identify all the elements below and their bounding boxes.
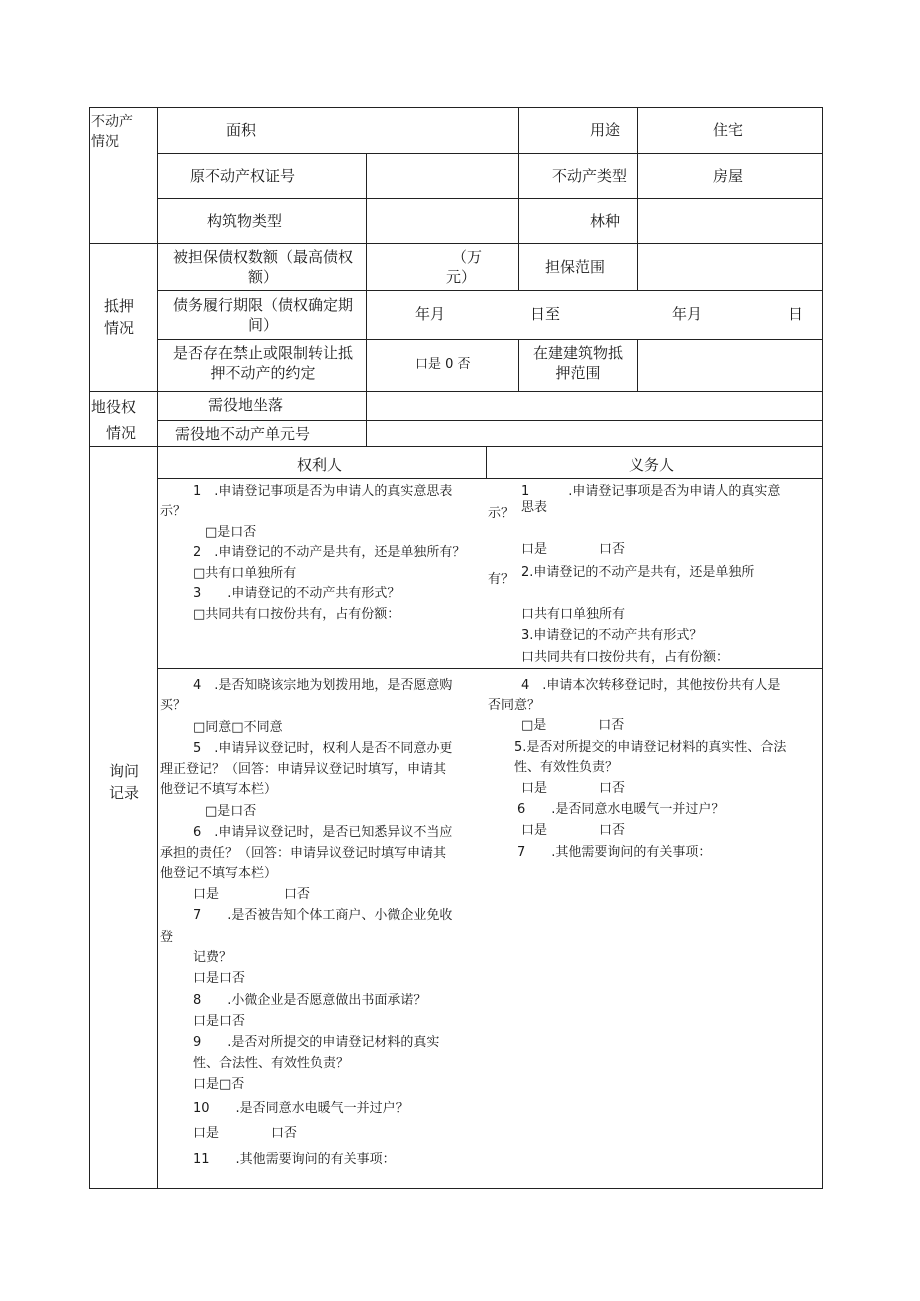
servient-unit-label: 需役地不动产单元号 [175, 425, 311, 443]
row-divider [157, 198, 823, 199]
answer-line: □共有口单独所有 [193, 566, 297, 581]
question-line: 1 .申请登记事项是否为申请人的真实意 [521, 484, 781, 499]
table-top-border [89, 107, 823, 108]
row-divider [157, 339, 823, 340]
answer-line: 口共同共有口按份共有，占有份额： [521, 650, 730, 665]
unit-line: （万 [452, 248, 483, 266]
forest-type-label: 林种 [590, 212, 621, 230]
transfer-restriction-value: 口是 0 否 [415, 357, 471, 372]
question-line: 6 .是否同意水电暖气一并过户？ [517, 802, 725, 817]
orig-cert-label: 原不动产权证号 [190, 167, 296, 185]
label-line: 押范围 [555, 364, 601, 382]
obligor-header: 义务人 [629, 456, 675, 474]
answer-line: 口是口否 [193, 971, 246, 986]
mortgage-section-label [104, 295, 134, 339]
question-line: 3.申请登记的不动产共有形式？ [521, 628, 703, 643]
table-bottom-border [89, 1188, 823, 1189]
unit-line: 元） [446, 268, 477, 286]
answer-line: □是 口否 [521, 718, 625, 733]
answer-line: 口是 口否 [193, 1126, 298, 1141]
question-line: 他登记不填写本栏） [160, 782, 278, 797]
property-type-label: 不动产类型 [552, 167, 628, 185]
col-divider [366, 243, 367, 392]
question-line: 8 .小微企业是否愿意做出书面承诺？ [193, 993, 427, 1008]
question-line: 承担的责任？（回答：申请异议登记时填写申请其 [160, 846, 447, 861]
section-label-line: 询问 [109, 762, 140, 780]
question-line: 1 .申请登记事项是否为申请人的真实意思表 [193, 484, 453, 499]
answer-line: 口是 口否 [521, 781, 626, 796]
label-column-divider [157, 107, 158, 1189]
amount-unit [446, 247, 482, 287]
table-left-border [89, 107, 90, 1189]
label-line: 额） [247, 268, 278, 286]
usage-label: 用途 [590, 121, 621, 139]
answer-line: □同意□不同意 [193, 720, 283, 735]
right-holder-header: 权利人 [297, 456, 343, 474]
label-line: 是否存在禁止或限制转让抵 [172, 344, 353, 362]
section-label-line: 不动产 [91, 114, 133, 130]
section-label-line: 情况 [91, 134, 119, 150]
question-line: 示？ [488, 506, 515, 521]
answer-line: □是口否 [205, 525, 257, 540]
question-line: 记费？ [193, 950, 233, 965]
debt-term-label [160, 295, 366, 335]
answer-line: □是口否 [205, 804, 257, 819]
question-line: 思表 [521, 500, 548, 515]
answer-line: 口是 口否 [521, 823, 626, 838]
answer-line: 口共有口单独所有 [521, 607, 626, 622]
question-line: 示？ [160, 504, 187, 519]
structure-type-label: 构筑物类型 [207, 212, 283, 230]
row-divider [157, 290, 823, 291]
row-divider [157, 153, 823, 154]
col-divider [366, 391, 367, 447]
question-line: 11 .其他需要询问的有关事项： [193, 1152, 396, 1167]
question-line: 5.是否对所提交的申请登记材料的真实性、合法 [514, 740, 787, 755]
question-line: 2.申请登记的不动产是共有，还是单独所 [521, 565, 755, 580]
property-section-label [91, 112, 133, 152]
section-divider [89, 391, 823, 392]
question-line: 有？ [488, 572, 515, 587]
question-line: 6 .申请异议登记时，是否已知悉异议不当应 [193, 825, 453, 840]
date-year-month-2: 年月 [672, 305, 703, 323]
col-divider [366, 153, 367, 244]
col-divider [637, 243, 638, 290]
row-divider [157, 668, 823, 669]
answer-line: 口是口否 [193, 1014, 246, 1029]
inquiry-section-label [109, 760, 139, 804]
question-line: 性、合法性、有效性负责？ [193, 1056, 350, 1071]
label-line: 押不动产的约定 [210, 364, 316, 382]
col-divider [486, 446, 487, 479]
section-divider [89, 243, 823, 244]
usage-value: 住宅 [713, 121, 744, 139]
question-line: 他登记不填写本栏） [160, 866, 278, 881]
question-line: 7 .其他需要询问的有关事项： [517, 845, 712, 860]
label-line: 间） [247, 316, 278, 334]
question-line: 理正登记？（回答：申请异议登记时填写，申请其 [160, 762, 447, 777]
question-line: 买？ [160, 698, 187, 713]
question-line: 4 .申请本次转移登记时，其他按份共有人是 [521, 678, 781, 693]
construction-scope-label [520, 343, 636, 383]
easement-section-label [91, 394, 136, 446]
label-line: 债务履行期限（债权确定期 [172, 296, 353, 314]
row-divider [157, 420, 823, 421]
question-line: 2 .申请登记的不动产是共有，还是单独所有？ [193, 545, 466, 560]
label-line: 在建建筑物抵 [532, 344, 623, 362]
question-line: 性、有效性负责？ [514, 760, 619, 775]
date-day: 日 [788, 305, 804, 323]
answer-line: 口是□否 [193, 1077, 245, 1092]
area-label: 面积 [226, 121, 257, 139]
section-label-line: 记录 [109, 784, 140, 802]
question-line: 7 .是否被告知个体工商户、小微企业免收 [193, 908, 453, 923]
transfer-restriction-label [160, 343, 366, 383]
property-type-value: 房屋 [713, 167, 744, 185]
section-label-line: 情况 [104, 319, 135, 337]
date-year-month-1: 年月 [415, 305, 446, 323]
question-line: 否同意？ [488, 698, 541, 713]
label-line: 被担保债权数额（最高债权 [172, 248, 353, 266]
question-line: 9 .是否对所提交的申请登记材料的真实 [193, 1035, 440, 1050]
col-divider [518, 339, 519, 392]
col-divider [637, 107, 638, 244]
section-divider [89, 446, 823, 447]
col-divider [518, 243, 519, 290]
section-label-line: 地役权 [91, 398, 137, 416]
question-line: 5 .申请异议登记时，权利人是否不同意办更 [193, 741, 453, 756]
question-line: 10 .是否同意水电暖气一并过户？ [193, 1101, 409, 1116]
servient-location-label: 需役地坐落 [208, 396, 284, 414]
guarantee-scope-label: 担保范围 [545, 258, 606, 276]
answer-line: 口是 口否 [193, 887, 311, 902]
question-line: 登 [160, 930, 174, 945]
col-divider [518, 107, 519, 244]
secured-amount-label [160, 247, 366, 287]
col-divider [637, 339, 638, 392]
table-right-border [822, 107, 823, 1189]
question-line: 4 .是否知晓该宗地为划拨用地，是否愿意购 [193, 678, 453, 693]
section-label-line: 抵押 [104, 297, 135, 315]
date-day-to: 日至 [530, 305, 561, 323]
row-divider [157, 478, 823, 479]
section-label-line: 情况 [106, 424, 137, 442]
answer-line: 口是 口否 [521, 542, 626, 557]
answer-line: □共同共有口按份共有，占有份额： [193, 607, 401, 622]
question-line: 3 .申请登记的不动产共有形式？ [193, 586, 401, 601]
